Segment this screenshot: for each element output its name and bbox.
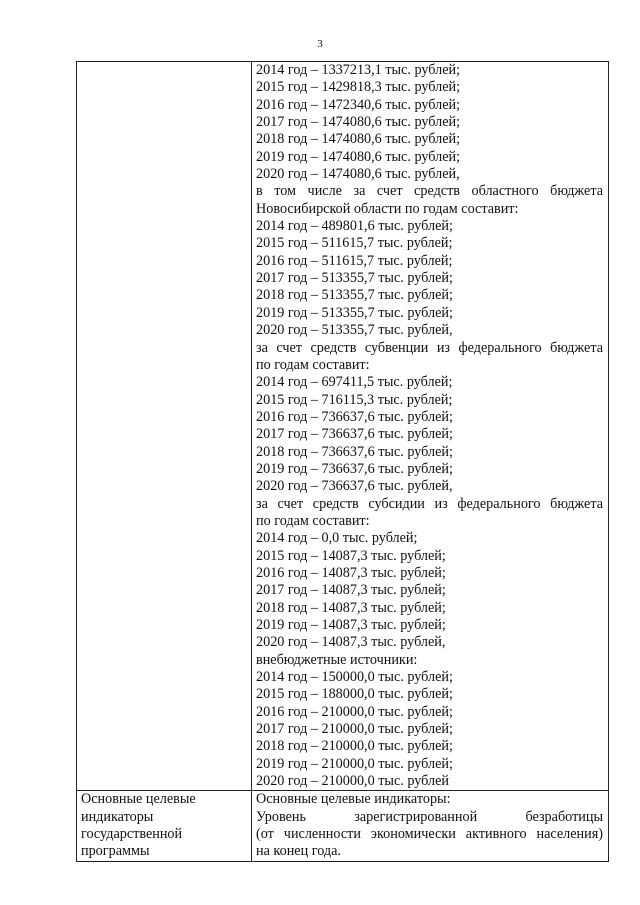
indicator-line: Уровень зарегистрированной безработицы [256,808,603,825]
subsidy-year-line: 2018 год – 14087,3 тыс. рублей; [256,599,446,616]
indicator-line: (от численности экономически активного населения) [256,826,603,843]
subvention-year-line: 2016 год – 736637,6 тыс. рублей; [256,408,453,425]
subsidy-heading: за счет средств субсидии из федерального бюджета [256,495,603,512]
subvention-year-line: 2019 год – 736637,6 тыс. рублей; [256,460,453,477]
funding-year-line: 2018 год – 1474080,6 тыс. рублей; [256,131,461,148]
indicators-label-line: программы [81,843,150,860]
subsidy-year-line: 2014 год – 0,0 тыс. рублей; [256,530,418,547]
extrabudget-year-line: 2018 год – 210000,0 тыс. рублей; [256,738,453,755]
indicator-line: на конец года. [256,843,341,860]
indicators-content-cell [252,791,609,861]
regional-year-line: 2017 год – 513355,7 тыс. рублей; [256,270,453,287]
funding-year-line: 2020 год – 1474080,6 тыс. рублей, [256,166,460,183]
extrabudget-year-line: 2016 год – 210000,0 тыс. рублей; [256,703,453,720]
funding-content-cell [252,62,609,791]
subvention-year-line: 2014 год – 697411,5 тыс. рублей; [256,374,453,391]
funding-year-line: 2019 год – 1474080,6 тыс. рублей; [256,148,461,165]
extrabudget-year-line: 2017 год – 210000,0 тыс. рублей; [256,721,453,738]
indicators-row [77,791,609,861]
funding-year-line: 2014 год – 1337213,1 тыс. рублей; [256,62,461,78]
regional-year-line: 2020 год – 513355,7 тыс. рублей, [256,322,453,339]
program-passport-table [76,61,609,862]
subvention-heading: за счет средств субвенции из федерального бюджета [256,339,603,356]
regional-year-line: 2019 год – 513355,7 тыс. рублей; [256,304,453,321]
funding-label-cell [77,62,252,791]
subvention-year-line: 2020 год – 736637,6 тыс. рублей, [256,478,453,495]
regional-year-line: 2018 год – 513355,7 тыс. рублей; [256,287,453,304]
extrabudget-year-line: 2020 год – 210000,0 тыс. рублей [256,773,449,790]
regional-budget-heading: Новосибирской области по годам составит: [256,200,519,217]
funding-year-line: 2016 год – 1472340,6 тыс. рублей; [256,96,461,113]
funding-row [77,62,609,791]
indicators-label-line: государственной [81,826,183,843]
subsidy-year-line: 2016 год – 14087,3 тыс. рублей; [256,564,446,581]
extrabudget-year-line: 2015 год – 188000,0 тыс. рублей; [256,686,453,703]
regional-budget-heading: в том числе за счет средств областного бюджета [256,183,603,200]
funding-content [256,62,603,790]
regional-year-line: 2015 год – 511615,7 тыс. рублей; [256,235,453,252]
indicators-label [81,791,246,860]
page-number: 3 [317,38,323,50]
indicators-heading: Основные целевые индикаторы: [256,791,451,808]
subsidy-heading: по годам составит: [256,512,370,529]
indicators-label-line: Основные целевые [81,791,196,808]
subsidy-year-line: 2019 год – 14087,3 тыс. рублей; [256,617,446,633]
subvention-year-line: 2018 год – 736637,6 тыс. рублей; [256,443,453,460]
funding-year-line: 2017 год – 1474080,6 тыс. рублей; [256,114,461,131]
subsidy-year-line: 2017 год – 14087,3 тыс. рублей; [256,582,446,599]
subvention-year-line: 2015 год – 716115,3 тыс. рублей; [256,391,453,408]
indicators-label-line: индикаторы [81,808,154,825]
extrabudget-heading: внебюджетные источники: [256,651,418,668]
subvention-year-line: 2017 год – 736637,6 тыс. рублей; [256,426,453,443]
funding-year-line: 2015 год – 1429818,3 тыс. рублей; [256,79,461,96]
subsidy-year-line: 2015 год – 14087,3 тыс. рублей; [256,547,446,564]
extrabudget-year-line: 2014 год – 150000,0 тыс. рублей; [256,669,453,686]
extrabudget-year-line: 2019 год – 210000,0 тыс. рублей; [256,755,453,772]
subvention-heading: по годам составит: [256,356,370,373]
regional-year-line: 2014 год – 489801,6 тыс. рублей; [256,218,453,235]
indicators-label-cell [77,791,252,861]
regional-year-line: 2016 год – 511615,7 тыс. рублей; [256,252,453,269]
subsidy-year-line: 2020 год – 14087,3 тыс. рублей, [256,634,446,651]
